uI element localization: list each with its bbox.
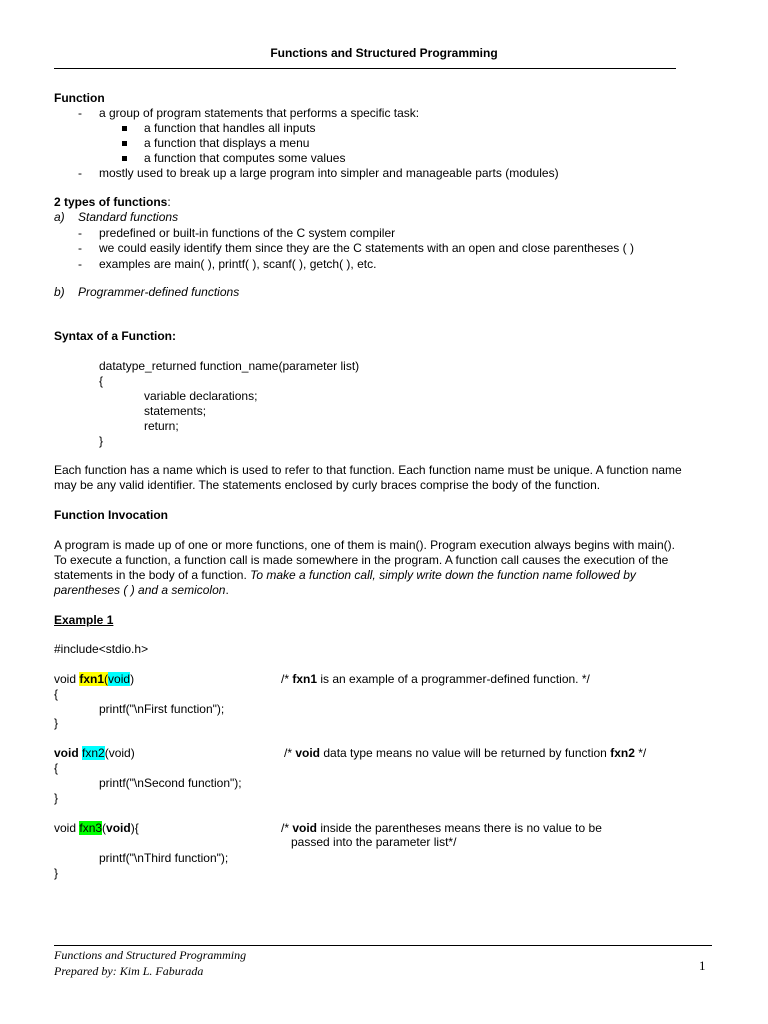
fxn2-comment: /* void data type means no value will be returned by function fxn2 */ bbox=[284, 746, 647, 760]
list-item: a function that computes some values bbox=[144, 151, 346, 165]
paragraph-line: parentheses ( ) and a semicolon. bbox=[54, 583, 229, 597]
example-heading: Example 1 bbox=[54, 613, 114, 627]
paragraph-line: To execute a function, a function call is made somewhere in the program. A function call causes the execution of the bbox=[54, 553, 669, 567]
type-a-item: predefined or built-in functions of the C system compiler bbox=[99, 226, 396, 240]
code-brace: { bbox=[54, 687, 59, 701]
dash-marker: - bbox=[78, 226, 82, 240]
square-bullet-icon bbox=[122, 156, 127, 161]
list-item: a function that displays a menu bbox=[144, 136, 310, 150]
type-a-title: Standard functions bbox=[78, 210, 179, 224]
fxn1-param: void bbox=[108, 672, 131, 686]
list-bullet bbox=[122, 121, 127, 136]
syntax-line: } bbox=[99, 434, 104, 448]
type-b-label: b) bbox=[54, 285, 65, 299]
fxn2-body: printf("\nSecond function"); bbox=[99, 776, 242, 790]
fxn3-signature: void fxn3(void){ bbox=[54, 821, 139, 835]
fxn3-body: printf("\nThird function"); bbox=[99, 851, 229, 865]
syntax-line: datatype_returned function_name(parameter list) bbox=[99, 359, 360, 373]
square-bullet-icon bbox=[122, 126, 127, 131]
dash-marker: - bbox=[78, 241, 82, 255]
dash-marker: - bbox=[78, 106, 82, 120]
syntax-line: statements; bbox=[144, 404, 207, 418]
function-usage: mostly used to break up a large program into simpler and manageable parts (modules) bbox=[99, 166, 559, 180]
page-number: 1 bbox=[699, 958, 706, 973]
footer-document-title: Functions and Structured Programming bbox=[54, 948, 247, 962]
fxn3-param: void bbox=[106, 821, 131, 835]
syntax-line: variable declarations; bbox=[144, 389, 258, 403]
dash-marker: - bbox=[78, 166, 82, 180]
type-a-item: examples are main( ), printf( ), scanf( ), getch( ), etc. bbox=[99, 257, 377, 271]
syntax-heading: Syntax of a Function: bbox=[54, 329, 177, 343]
list-bullet bbox=[122, 151, 127, 166]
footer-rule bbox=[54, 945, 712, 946]
type-b-title: Programmer-defined functions bbox=[78, 285, 240, 299]
list-bullet bbox=[122, 136, 127, 151]
type-a-item: we could easily identify them since they are the C statements with an open and close parentheses ( ) bbox=[99, 241, 634, 255]
square-bullet-icon bbox=[122, 141, 127, 146]
paragraph-line: Each function has a name which is used to refer to that function. Each function name must be unique. A function name bbox=[54, 463, 682, 477]
fxn1-comment: /* fxn1 is an example of a programmer-defined function. */ bbox=[281, 672, 590, 686]
paragraph-line: may be any valid identifier. The statements enclosed by curly braces comprise the body of the function. bbox=[54, 478, 601, 492]
code-brace: } bbox=[54, 866, 59, 880]
code-brace: } bbox=[54, 716, 59, 730]
fxn1-name: fxn1 bbox=[79, 672, 105, 686]
include-line: #include<stdio.h> bbox=[54, 642, 149, 656]
fxn3-name: fxn3 bbox=[79, 821, 103, 835]
types-heading: 2 types of functions: bbox=[54, 195, 171, 209]
fxn2-signature: void fxn2(void) bbox=[54, 746, 135, 760]
code-brace: } bbox=[54, 791, 59, 805]
code-brace: { bbox=[54, 761, 59, 775]
dash-marker: - bbox=[78, 257, 82, 271]
header-rule bbox=[54, 68, 676, 69]
page-header-title: Functions and Structured Programming bbox=[270, 46, 498, 60]
fxn3-comment-continued: passed into the parameter list*/ bbox=[291, 835, 457, 849]
syntax-line: { bbox=[99, 374, 104, 388]
function-definition: a group of program statements that performs a specific task: bbox=[99, 106, 420, 120]
type-a-label: a) bbox=[54, 210, 65, 224]
fxn2-name: fxn2 bbox=[82, 746, 105, 760]
invocation-heading: Function Invocation bbox=[54, 508, 168, 522]
function-heading: Function bbox=[54, 91, 105, 105]
fxn1-body: printf("\nFirst function"); bbox=[99, 702, 225, 716]
footer-author: Prepared by: Kim L. Faburada bbox=[54, 964, 204, 978]
fxn1-signature: void fxn1(void) bbox=[54, 672, 135, 686]
syntax-line: return; bbox=[144, 419, 179, 433]
paragraph-line: statements in the body of a function. To make a function call, simply write down the function name followed by bbox=[54, 568, 636, 582]
fxn3-comment: /* void inside the parentheses means there is no value to be bbox=[281, 821, 602, 835]
list-item: a function that handles all inputs bbox=[144, 121, 316, 135]
paragraph-line: A program is made up of one or more functions, one of them is main(). Program execution always begins with main(). bbox=[54, 538, 675, 552]
